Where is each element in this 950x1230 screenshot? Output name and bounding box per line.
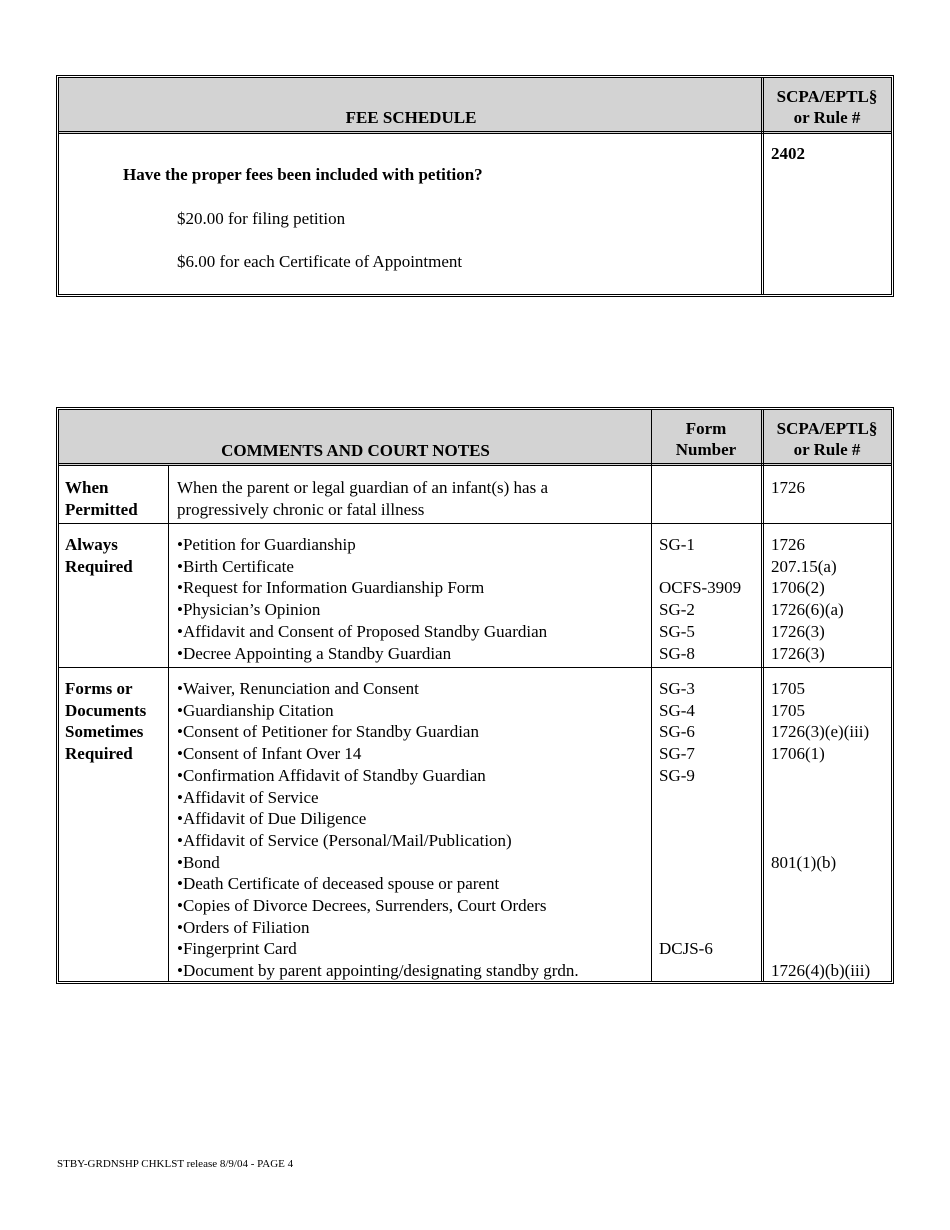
form-column-divider [651, 410, 652, 981]
page-footer: STBY-GRDNSHP CHKLST release 8/9/04 - PAGE 4 [57, 1158, 294, 1170]
notes-title: COMMENTS AND COURT NOTES [221, 441, 490, 460]
list-item: •Document by parent appointing/designating standby grdn. [177, 961, 579, 981]
list-item: •Decree Appointing a Standby Guardian [177, 643, 452, 663]
row-label-always-required: Always Required [65, 535, 133, 576]
list-item: •Bond [177, 852, 220, 872]
always-required-refs: 1726 207.15(a) 1706(2) 1726(6)(a) 1726(3) 1726(3) [771, 535, 844, 663]
label-column-divider [168, 466, 169, 981]
list-item: •Consent of Infant Over 14 [177, 744, 362, 764]
fee-question: Have the proper fees been included with petition? [123, 165, 483, 184]
comments-court-notes-table [56, 407, 894, 984]
sometimes-required-forms: SG-3 SG-4 SG-6 SG-7 SG-9 DCJS-6 [659, 679, 713, 959]
row-divider [59, 523, 891, 524]
row-label-when-permitted: When Permitted [65, 478, 138, 519]
fee-schedule-ref-header: SCPA/EPTL§ or Rule # [776, 87, 878, 127]
fee-schedule-title: FEE SCHEDULE [345, 108, 477, 127]
list-item: •Consent of Petitioner for Standby Guardian [177, 722, 479, 742]
list-item: •Affidavit of Service [177, 787, 319, 807]
list-item: •Affidavit of Due Diligence [177, 809, 367, 829]
list-item: •Petition for Guardianship [177, 535, 356, 554]
list-item: •Fingerprint Card [177, 939, 297, 959]
list-item: •Confirmation Affidavit of Standby Guardian [177, 765, 486, 785]
list-item: •Waiver, Renunciation and Consent [177, 679, 419, 698]
fee-schedule-table [56, 75, 894, 297]
sometimes-required-refs: 1705 1705 1726(3)(e)(iii) 1706(1) 801(1)(b) 1726(4)(b)(iii) [771, 679, 871, 981]
column-divider [761, 78, 764, 294]
when-permitted-ref: 1726 [771, 478, 805, 497]
notes-header [59, 410, 891, 466]
fee-filing: $20.00 for filing petition [177, 209, 346, 228]
form-number-header: Form Number [675, 419, 737, 459]
fee-ref: 2402 [771, 144, 805, 163]
list-item: •Copies of Divorce Decrees, Surrenders, Court Orders [177, 896, 547, 916]
when-permitted-text: When the parent or legal guardian of an infant(s) has a progressively chronic or fatal illness [177, 478, 549, 519]
list-item: •Request for Information Guardianship Form [177, 578, 485, 598]
list-item: •Affidavit of Service (Personal/Mail/Publication) [177, 830, 512, 850]
fee-schedule-header [59, 78, 891, 134]
always-required-forms: SG-1 OCFS-3909 SG-2 SG-5 SG-8 [659, 535, 742, 663]
sometimes-required-items [177, 678, 579, 982]
list-item: •Physician’s Opinion [177, 600, 321, 620]
list-item: •Birth Certificate [177, 556, 294, 576]
always-required-items [177, 534, 547, 664]
list-item: •Orders of Filiation [177, 917, 310, 937]
row-label-sometimes-required: Forms or Documents Sometimes Required [65, 679, 147, 764]
fee-certificate: $6.00 for each Certificate of Appointment [177, 252, 463, 271]
ref-column-divider [761, 410, 764, 981]
list-item: •Guardianship Citation [177, 700, 334, 720]
row-divider [59, 667, 891, 668]
list-item: •Affidavit and Consent of Proposed Standby Guardian [177, 621, 548, 641]
notes-ref-header: SCPA/EPTL§ or Rule # [776, 419, 878, 459]
list-item: •Death Certificate of deceased spouse or parent [177, 874, 500, 894]
